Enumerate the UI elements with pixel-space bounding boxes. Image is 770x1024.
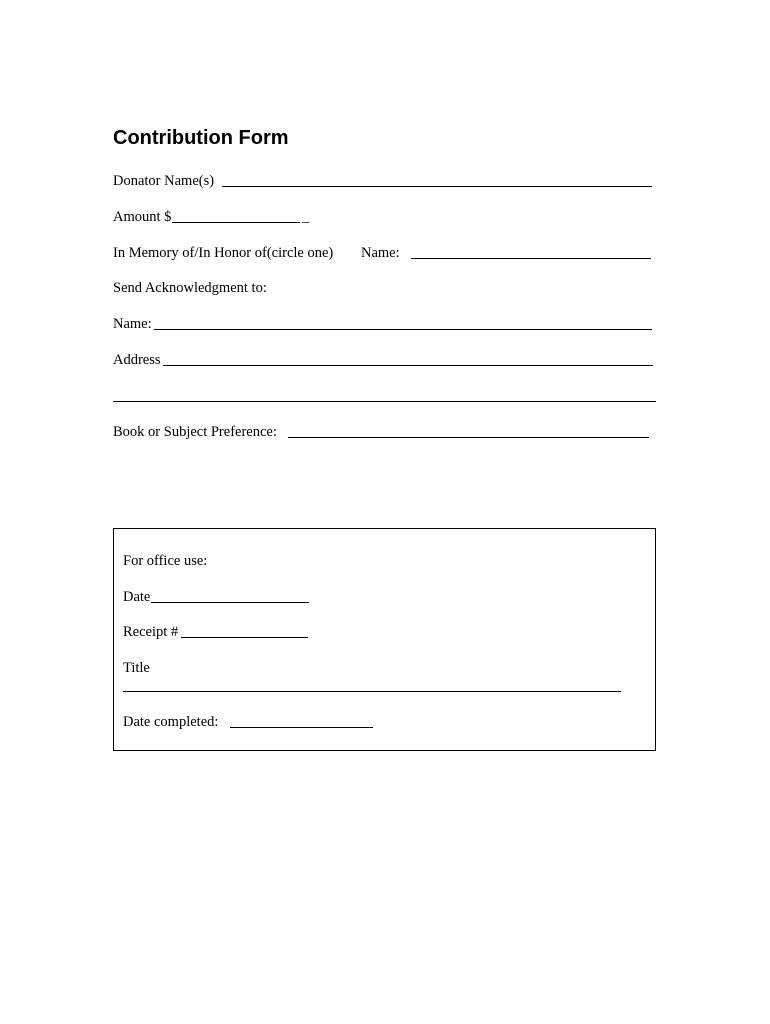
memory-name-label: Name: [361, 245, 400, 261]
address-field-line-1[interactable] [163, 365, 653, 366]
acknowledgment-label: Send Acknowledgment to: [113, 280, 267, 296]
receipt-field[interactable] [181, 637, 308, 638]
office-title-label: Title [123, 660, 150, 676]
office-use-heading: For office use: [123, 553, 208, 569]
amount-label: Amount $ [113, 209, 172, 225]
donator-name-field[interactable] [222, 186, 652, 187]
receipt-label: Receipt # [123, 624, 179, 640]
office-date-field[interactable] [151, 602, 309, 603]
office-title-field[interactable] [123, 691, 621, 692]
address-field-line-2[interactable] [113, 401, 656, 402]
preference-field[interactable] [288, 437, 649, 438]
office-date-label: Date [123, 589, 151, 605]
ack-name-field[interactable] [154, 329, 652, 330]
ack-name-label: Name: [113, 316, 152, 332]
amount-trailing-mark: _ [302, 209, 310, 225]
amount-field[interactable] [172, 222, 300, 223]
date-completed-label: Date completed: [123, 714, 219, 730]
date-completed-field[interactable] [230, 727, 373, 728]
memory-name-field[interactable] [411, 258, 651, 259]
address-label: Address [113, 352, 161, 368]
donator-name-label: Donator Name(s) [113, 173, 215, 189]
preference-label: Book or Subject Preference: [113, 424, 277, 440]
form-title: Contribution Form [113, 127, 289, 149]
memory-honor-label[interactable]: In Memory of/In Honor of(circle one) [113, 245, 334, 261]
